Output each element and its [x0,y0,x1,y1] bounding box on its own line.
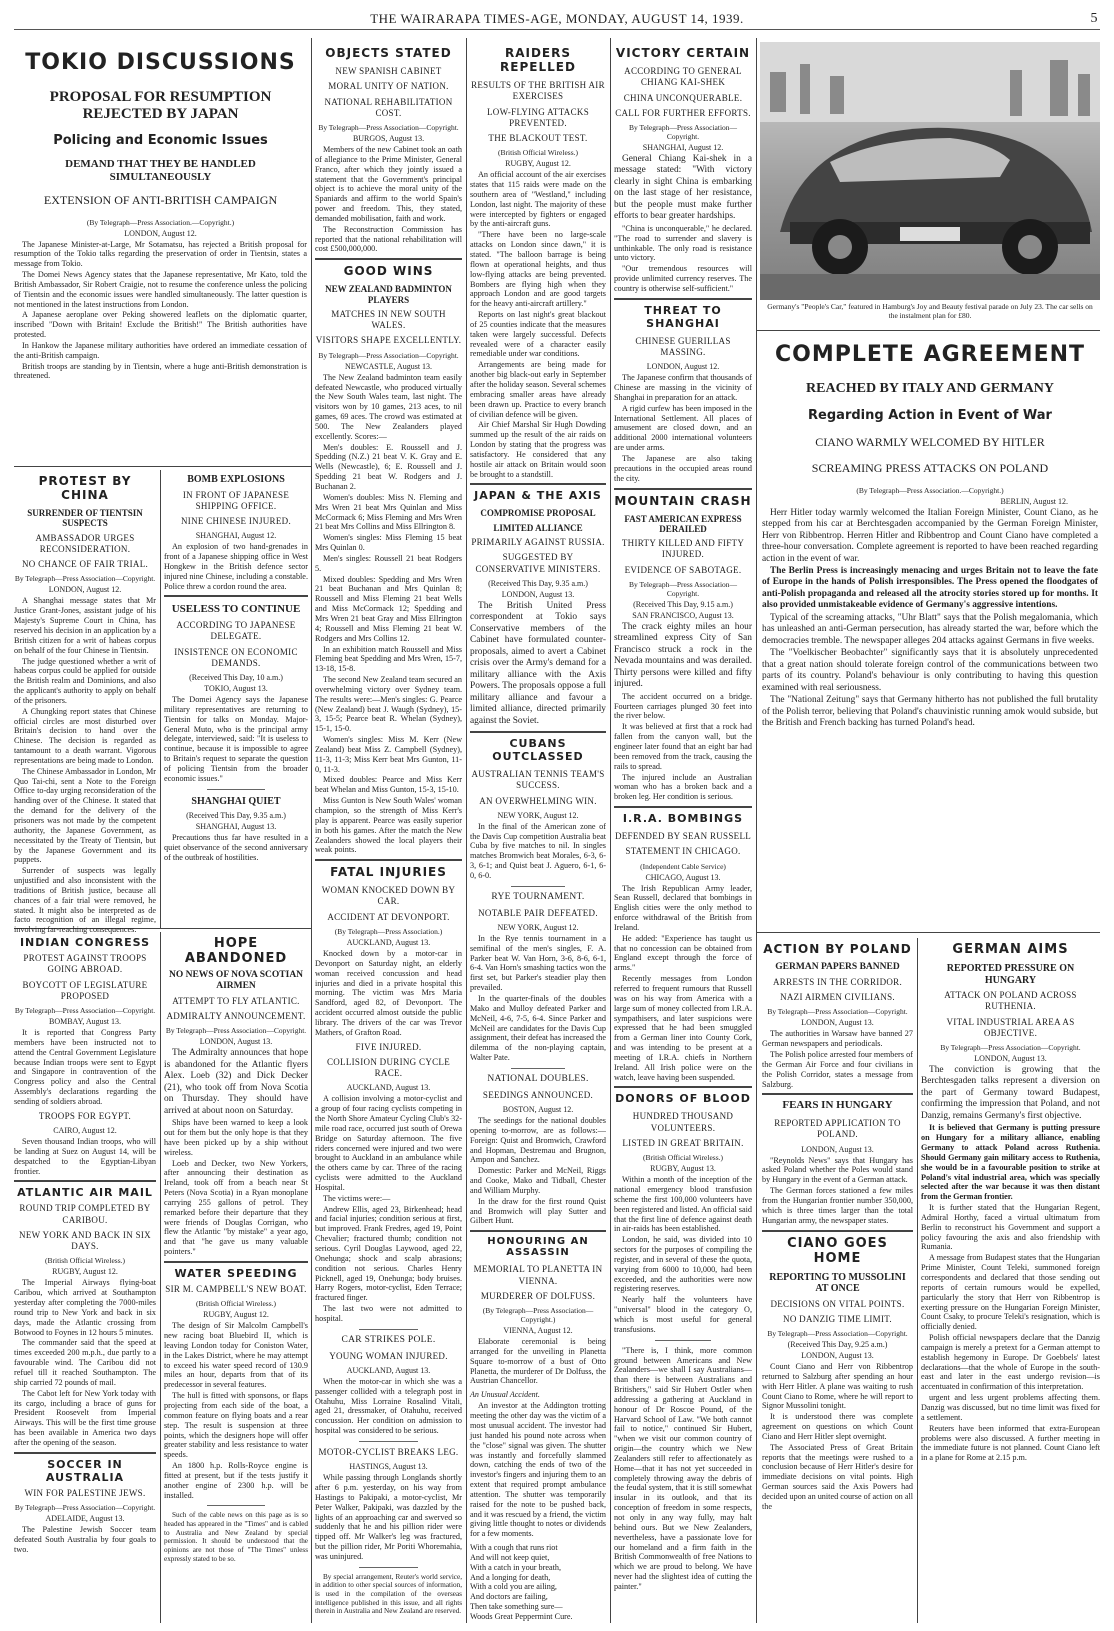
tokio-paragraph: A Japanese aeroplane over Peking showered leaflets on the diplomatic quarter, inscribed "Down with Britain! Exclude the British!" The British authorities have protested. [14,310,307,340]
rye-dateline: NEW YORK, August 12. [497,922,579,932]
germanaims-sub: REPORTED PRESSURE ON HUNGARY [946,963,1075,986]
soccer-byline: By Telegraph—Press Association—Copyright. [14,1502,156,1512]
fatal-banner: FATAL INJURIES [330,865,447,880]
assassin-paragraph: An investor at the Addington trotting meeting the other day was the victim of a most unusual accident. The investor had just handed his pound note across when the "close" signal was given. The shutter was instantly and forcefully slammed down, catching the ends of two of the investor's fingers and injuring them to an extent that required prompt ambulance attention. The shutter was temporarily raised for the note to be pushed back, and it was rescued by a friend, the victim giving little thought to notes or dividends for a few moments. [470,1401,606,1539]
germanaims-byline: By Telegraph—Press Association—Copyright. [940,1043,1081,1052]
ciano-banner: CIANO GOES HOME [787,1235,888,1266]
tokio-paragraph: The Domei News Agency states that the Japanese representative, Mr Kato, told the British Ambassador, Sir Robert Craigie, not to resume the conference unless the policing of Tientsin and the economic issues were handled simultaneously. The latter question is not mentioned in the latest instructions from London. [14,270,307,309]
victory-dateline: SHANGHAI, August 12. [642,143,724,152]
section-rule [756,932,1100,933]
tokio-h3: DEMAND THAT THEY BE HANDLED SIMULTANEOUSLY [65,158,256,184]
victory-banner: VICTORY CERTAIN [615,46,751,60]
ira-paragraph: The Irish Republican Army leader, Sean Russell, declared that bombings in English cities were the only method to enforce withdrawal of the British from Ireland. [614,883,752,932]
useless-banner: USELESS TO CONTINUE [171,603,301,616]
masthead [14,8,1100,30]
objects-dateline: BURGOS, August 13. [352,134,425,143]
donors-sub: HUNDRED THOUSAND VOLUNTEERS. [632,1111,734,1133]
useless-sub: INSISTENCE ON ECONOMIC DEMANDS. [174,646,298,668]
bomb-dateline: SHANGHAI, August 12. [195,531,277,541]
goodwins-paragraph: Mixed doubles: Pearce and Miss Kerr beat Whelan and Miss Gunton, 15-3, 15-10. [315,775,462,795]
quiet-paragraph: Precautions thus far have resulted in a quiet observance of the second anniversary of the outbreak of hostilities. [164,833,308,862]
cubans-paragraph: In the final of the American zone of the Davis Cup competition Australia beat Cuba by five matches to nil. In singles matches Bromwich beat Morales, 6-3, 6-3, 6-1; and Quist beat J. Aguero, 6-1, 6-0, 6-0. [470,821,606,880]
mountain-paragraph: It was believed at first that a rock had fallen from the canyon wall, but the engineer later found that an eight bar had been removed from the track, causing the rails to spread. [614,722,752,771]
column-rule [917,938,918,1623]
atlantic-sub: ROUND TRIP COMPLETED BY CARIBOU. [19,1203,151,1225]
congress-paragraph: It is reported that Congress Party members have been instructed not to attend the Central Government Legislature because Indian troops were sent to Egypt and Singapore in contravention of the Congress policy and also the Central Assembly's declarations regarding the sending of soldiers abroad. [14,1028,156,1106]
nationaldoubles-paragraph: The seedings for the national doubles opening to-morrow, are as follows:—Foreign: Quist and Bromwich, Crawford and Hopman, Destremau and Brugnon, Ampon and Sanchez. [470,1116,606,1165]
congress-dateline: CAIRO, August 12. [53,1126,117,1135]
rye-paragraph: In the quarter-finals of the doubles Mako and Mulloy defeated Parker and McNeil, 4-6, 7-5, 6-4. Since Parker and McNeil are candidates for the Davis Cup assignment, their defeat has increased the dilemma of the non-playing captain, Walter Pate. [470,994,606,1063]
congress-byline: By Telegraph—Press Association—Copyright. [14,1006,156,1015]
complete-paragraph: The Berlin Press is increasingly menacing and urges Britain not to leave the fate of Europe in the hands of Polish irresponsibles. The Press opened the floodgates of anti-Polish propaganda and released all the atrocity stories stored up for months. It also provided unmistakeable evidence of Germany's aggressive intentions. [762,565,1098,611]
tokio-h1: PROPOSAL FOR RESUMPTION REJECTED BY JAPAN [49,89,272,123]
motorcyclist-banner: MOTOR-CYCLIST BREAKS LEG. [318,1446,459,1457]
germanaims-paragraph: urgent and less urgent problems affecting them. Danzig was discussed, but no time limit was fixed for a settlement. [921,1393,1100,1422]
raiders-paragraph: "There have been no large-scale attacks on London since dawn," it is stated. "The balloon barrage is being flown at operational heights, and thus low-flying attacks are being prevented. Bombers are flying high when they approach London and are good targets for the heavy anti-aircraft artillery." [470,230,606,309]
column-2-middle [164,470,308,925]
atlantic-sub: NEW YORK AND BACK IN SIX DAYS. [19,1229,151,1252]
section-rule [14,466,311,467]
congress-paragraph: Seven thousand Indian troops, who will be landing at Suez on August 14, will be despatched to the Egyptian-Libyan frontier. [14,1137,156,1176]
raiders-byline: (British Official Wireless.) [497,148,579,158]
complete-h4: SCREAMING PRESS ATTACKS ON POLAND [811,460,1049,475]
assassin-sub: MURDERER OF DOLFUSS. [480,1290,596,1301]
congress-sub: TROOPS FOR EGYPT. [38,1110,132,1121]
objects-paragraph: The Reconstruction Commission has reported that the national rehabilitation will cost £500,000,000. [315,224,462,254]
ira-banner: I.R.A. BOMBINGS [622,812,744,826]
soccer-dateline: ADELAIDE, August 13. [45,1513,125,1523]
quiet-dateline: SHANGHAI, August 13. [195,822,277,832]
assassin-sub: MEMORIAL TO PLANETTA IN VIENNA. [473,1264,603,1286]
actionpoland-sub: GERMAN PAPERS BANNED [775,962,900,972]
ciano-sub: NO DANZIG TIME LIMIT. [783,1313,892,1324]
ciano-sub: DECISIONS ON VITAL POINTS. [770,1298,905,1309]
atlantic-byline: (British Official Wireless.) [44,1256,126,1266]
nationaldoubles-sub: SEEDINGS ANNOUNCED. [482,1089,594,1100]
fears-sub: REPORTED APPLICATION TO POLAND. [774,1118,901,1140]
water-paragraph: The hull is fitted with sponsons, or flaps projecting from each side of the boat, a common feature on flying boats and a rear step. The result is suspension at three points, which the designers hope will offer greater stability and less resistance to water speeds. [164,1391,308,1460]
ira-byline: (Independent Cable Service) [640,861,726,871]
hope-sub: ADMIRALTY ANNOUNCEMENT. [166,1011,306,1022]
bomb-banner: BOMB EXPLOSIONS [187,474,285,485]
goodwins-paragraph: Women's singles: Miss Fleming 15 beat Mrs Quinlan 0. [315,533,462,553]
objects-sub: NATIONAL REHABILITATION COST. [324,96,453,118]
japan-received: (Received This Day, 9.35 a.m.) [488,578,588,588]
mountain-sub: THIRTY KILLED AND FIFTY INJURED. [621,538,745,560]
column-rule [756,38,757,1623]
protest-h1: SURRENDER OF TIENTSIN SUSPECTS [27,508,143,529]
mountain-paragraph: The accident occurred on a bridge. Fourteen carriages plunged 30 feet into the river below. [614,691,752,721]
fatal-sub: WOMAN KNOCKED DOWN BY CAR. [321,885,456,907]
objects-banner: OBJECTS STATED [325,46,452,60]
congress-sub: PROTEST AGAINST TROOPS GOING ABROAD. [23,953,147,975]
section-rule [756,330,1100,331]
quiet-banner: SHANGHAI QUIET [191,795,281,807]
germanaims-paragraph: It is further stated that the Hungarian Regent, Admiral Horthy, faced a virtual ultimatum from Berlin to reconstruct his Government and support a policy favouring the axis and also friendship with Rumania. [921,1203,1100,1252]
goodwins-paragraph: Men's doubles: E. Roussell and J. Spedding (N.Z.) 21 beat V. K. Gray and E. Wells (Newcastle), 6; E. Roussell and J. Spedding 21 beat W. Rodgers and J. Buchanan 2. [315,442,462,491]
cubans-dateline: NEW YORK, August 12. [497,810,579,820]
ciano-sub: REPORTING TO MUSSOLINI AT ONCE [769,1271,906,1295]
tokio-banner: TOKIO DISCUSSIONS [25,50,296,75]
objects-paragraph: Members of the new Cabinet took an oath of allegiance to the Prime Minister, General Franco, after which they jointly issued a statement that the Government's principal object is to achieve the moral unity of the Spaniards and affirm to the world Spain's power and freedom. This, they stated, demanded mobilisation, faith and work. [315,145,462,223]
mountain-byline: By Telegraph—Press Association—Copyright. [628,579,738,598]
column-7-bottom [921,938,1100,1622]
fatal-paragraph: A collision involving a motor-cyclist and a group of four racing cyclists competing in the North Shore Amateur Cycling Club's 32-mile road race, occurred just south of Orewa Bridge on Saturday afternoon. The five riders concerned were injured and two were brought to Auckland in an ambulance while the others came by car. Three of the racing cyclists were admitted to the Auckland Hospital. [315,1094,462,1192]
goodwins-paragraph: Miss Gunton is New South Wales' woman champion, so the strength of Miss Kerr's play is apparent. Pearce was easily superior in both his games. After the match the New Zealanders showed the local players their weak points. [315,796,462,855]
assassin-paragraph: Elaborate ceremonial is being arranged for the unveiling in Planetta Square to-morrow of a bust of Otto Planetta, the murderer of Dr Dolfuss, the Austrian Chancellor. [470,1337,606,1386]
ira-paragraph: He added: "Experience has taught us that no concession can be obtained from England except through the force of arms." [614,933,752,973]
complete-h3: CIANO WARMLY WELCOMED BY HITLER [815,435,1045,450]
actionpoland-paragraph: The authorities in Warsaw have banned 27 German newspapers and periodicals. [762,1029,913,1049]
goodwins-paragraph: Women's singles: Miss M. Kerr (New Zealand) beat Miss Z. Campbell (Sydney), 11-3, 11-3; Miss Kerr beat Mrs Gunton, 11-0, 11-3. [315,735,462,774]
victory-paragraph: "Our tremendous resources will provide unlimited currency reserves. The country is otherwise self-sufficient." [614,264,752,293]
cubans-sub: AN OVERWHELMING WIN. [479,795,597,806]
protest-banner: PROTEST BY CHINA [38,474,132,502]
reuters-notice: By special arrangement, Reuter's world service, in addition to other special sources of information, is used in the compilation of the overseas intelligence published in this issue, and all rights therein in Australia and New Zealand are reserved. [315,1572,462,1616]
complete-h2: Regarding Action in Event of War [808,408,1052,424]
assassin-subhead: An Unusual Accident. [470,1390,540,1400]
protest-paragraph: A Chungking report states that Chinese official circles are most disturbed over Britain's decision to hand over the Chinese. The decision is regarded as tantamount to a death warrant. Vigorous representations are being made to London. [14,706,156,765]
protest-dateline: LONDON, August 12. [48,585,122,595]
threat-paragraph: The Japanese confirm that thousands of Chinese are massing in the vicinity of Shanghai in preparation for an attack. [614,373,752,402]
column-6-bottom [762,938,913,1622]
fatal-byline: (By Telegraph—Press Association.) [334,926,443,936]
victory-sub: CALL FOR FURTHER EFFORTS. [615,107,751,118]
threat-paragraph: A rigid curfew has been imposed in the International Settlement. All places of amusement are closed down, and an additional 2000 international volunteers are under arms. [614,403,752,453]
germanaims-dateline: LONDON, August 13. [974,1054,1047,1063]
column-3 [315,42,462,1622]
motorcyclist-paragraph: While passing through Longlands shortly after 6 p.m. yesterday, on his way from Hastings to Pakipaki, a motor-cyclist, Mr Peter Walker, Pakipaki, was dazzled by the lights of an approaching car and swerved so suddenly that he and his pillion rider were tipped off. Mr Walker's leg was fractured, but the pillion rider, Mr Poriti Whoremahia, was uninjured. [315,1473,462,1561]
tokio-byline: (By Telegraph—Press Association.—Copyright.) [86,217,235,227]
japan-sub: SUGGESTED BY CONSERVATIVE MINISTERS. [475,552,601,574]
goodwins-paragraph: Men's singles: Roussell 21 beat Rodgers 5. [315,553,462,573]
actionpoland-sub: NAZI AIRMEN CIVILIANS. [780,992,895,1003]
victory-paragraph: General Chiang Kai-shek in a message stated: "With victory clearly in sight China is embarking on the last stage of her resistance, but the people must make further efforts to bear greater hardships. [614,154,752,222]
assassin-byline: (By Telegraph—Press Association—Copyright.) [482,1306,594,1325]
goodwins-banner: GOOD WINS [343,264,434,279]
actionpoland-sub: ARRESTS IN THE CORRIDOR. [772,976,903,987]
tokio-paragraph: The Japanese Minister-at-Large, Mr Sotamatsu, has rejected a British proposal for resumption of the Tokio talks regarding the preservation of order in Tientsin, states a message from Tokio. [14,239,307,269]
water-dateline: RUGBY, August 12. [203,1310,269,1320]
germanaims-paragraph: It is believed that Germany is putting pressure on Hungary for a military alliance, enabling Germany to attack Poland across Ruthenia. Should Germany gain military access to Ruthenia, she would be in a favourable position to strike at Poland's vital industrial area, which was specially selected after the war because it was then distant from the German frontier. [921,1123,1100,1202]
complete-byline: (By Telegraph—Press Association.—Copyright.) [856,485,1004,495]
protest-sub: AMBASSADOR URGES RECONSIDERATION. [35,532,135,554]
atlantic-paragraph: The Imperial Airways flying-boat Caribou, which arrived at Southampton yesterday after completing the 7000-miles round trip to New York and back in six days, made the Atlantic crossing from Botwood to Foynes in 12 hours 5 minutes. [14,1278,156,1337]
strikes-paragraph: When the motor-car in which she was a passenger collided with a telegraph post in Otahuhu, Miss Lorraine Rosalind Vitali, aged 21, dressmaker, of Otahuhu, received concussion. Her condition on admission to hospital was considered to be serious. [315,1376,462,1436]
rye-paragraph: In the Rye tennis tournament in a semifinal of the men's singles, F. A. Parker beat W. Van Horn, 3-6, 8-6, 6-1, 6-4. Van Horn's smashing tactics won the first set, but Parker's steadier play then prevailed. [470,933,606,993]
ciano-paragraph: The Associated Press of Great Britain reports that the meetings were rushed to a conclusion because of Herr Hitler's desire for immediate decisions on vital points. High German sources said the Axis Powers had decided upon an united course of action on all the [762,1442,913,1511]
ciano-paragraph: It is understood there was complete agreement on questions on which Count Ciano and Herr Hitler slept overnight. [762,1412,913,1441]
mountain-dateline: SAN FRANCISCO, August 13. [632,610,734,620]
japan-sub: COMPROMISE PROPOSAL [480,508,596,519]
masthead-title: THE WAIRARAPA TIMES-AGE, MONDAY, AUGUST 14, 1939. [370,10,744,26]
fatal-paragraph: The last two were not admitted to hospital. [315,1304,462,1323]
atlantic-banner: ATLANTIC AIR MAIL [17,1186,153,1200]
raiders-banner: RAIDERS REPELLED [500,46,576,74]
goodwins-paragraph: The New Zealand badminton team easily defeated Newcastle, who produced virtually the New South Wales team, last night. The visitors won by 10 games, 213 aces, to nil games, 69 aces. The crowd was estimated at 500. The New Zealanders played excellently. Scores:— [315,372,462,441]
water-banner: WATER SPEEDING [174,1266,298,1280]
congress-dateline: BOMBAY, August 13. [48,1017,122,1026]
donors-sub: LISTED IN GREAT BRITAIN. [622,1137,744,1148]
raiders-paragraph: Air Chief Marshal Sir Hugh Dowding summed up the result of the air raids on London by stating that the progress was satisfactory. He considered that any hostile air attack on Britain would soon be brought to a standstill. [470,420,606,479]
goodwins-sub: NEW ZEALAND BADMINTON PLAYERS [325,284,452,305]
strikes-sub: YOUNG WOMAN INJURED. [329,1350,448,1361]
nationaldoubles-paragraph: In the draw for the first round Quist and Bromwich will play Sutter and Gilbert Hunt. [470,1196,606,1226]
japan-banner: JAPAN & THE AXIS [474,489,602,503]
donors-paragraph: London, he said, was divided into 10 sectors for the purposes of compiling the register, and in several of these the quota, varying from 6000 to 10,000, had been exceeded, and the authorities were now registering reserves. [614,1235,752,1294]
peoples-car-photo [760,42,1100,300]
mountain-received: (Received This Day, 9.15 a.m.) [633,599,733,609]
strikes-banner: CAR STRIKES POLE. [341,1334,436,1345]
rye-sub: NOTABLE PAIR DEFEATED. [478,907,598,918]
hope-byline: By Telegraph—Press Association—Copyright. [165,1026,307,1036]
mountain-paragraph: The crack eighty miles an hour streamlined express City of San Francisco struck a rock in the Nevada mountains and was derailed. Thirty persons were killed and fifty injured. [614,621,752,690]
protest-paragraph: The Chinese Ambassador in London, Mr Quo Tai-chi, sent a Note to the Foreign Office to-day urging reconsideration of the handing over of the Chinese. It stated that the demand for the delivery of the prisoners was not made by the competent authority, the Japanese Government, as necessitated by the Treaty of Tientsin, but by the Japanese Government and its puppets. [14,766,156,865]
threat-banner: THREAT TO SHANGHAI [644,303,722,330]
times-footnote: Such of the cable news on this page as is so headed has appeared in the "Times" and is cabled to Australia and New Zealand by special permission. It should be understood that the opinions are not those of "The Times" unless expressly stated to be so. [164,1511,308,1563]
column-rule [160,932,161,1623]
germanaims-paragraph: Polish official newspapers declare that the Danzig campaign is merely a pretext for a German attempt to establish hegemony in Europe. Dr Goebbels' latest declarations—that the whole of Europe in the south-east and later in the east undergo revision—is accentuated in confirmation of this interpretation. [921,1333,1100,1392]
nationaldoubles-dateline: BOSTON, August 12. [502,1105,574,1115]
ira-sub: STATEMENT IN CHICAGO. [625,846,741,857]
cure-advert: With a cough that runs riot And will not keep quiet, With a catch in your breath, And a longing for death, With a cold you are ailing, And doctors are failing, Then take something sure— Woods Great Peppermint Cure. [470,1543,573,1621]
complete-paragraph: Typical of the screaming attacks, "Uhr Blatt" says that the Polish megalomania, which has unleashed an anti-German persecution, has already started the war, before which the democracies tremble. The newspaper alleges 204 attacks against Germans in five weeks. [762,612,1098,646]
goodwins-paragraph: The second New Zealand team secured an overwhelming victory over Sydney team. The results were:—Men's singles: G. Pearce (New Zealand) beat J. Waugh (Sydney), 15-3, 15-5; Pearce beat R. Whelan (Sydney), 15-1, 15-0. [315,675,462,734]
goodwins-byline: By Telegraph—Press Association—Copyright. [318,350,459,360]
fatal-paragraph: Andrew Ellis, aged 23, Birkenhead; head and facial injuries; condition serious at first, but improved. Frank Fredres, aged 19, Point Chevalier; fractured thumb; condition not serious. Cyril Douglas Laywood, aged 22, Onehunga; shock and scalp abrasions; condition not serious. Charles Henry Picknell, aged 19, Onehunga; body bruises. Harry Rogers, motor-cyclist, Eden Terrace; fractured finger. [315,1204,462,1303]
fears-paragraph: "Reynolds News" says that Hungary has asked Poland whether the Poles would stand by Hungary in the event of a German attack. [762,1155,913,1185]
raiders-paragraph: Arrangements are being made for another big black-out early in September after the holiday season. Several schemes embracing smaller areas have already been drawn up. Practice to every branch of civilian defence will be given. [470,360,606,419]
column-2-bottom [164,932,308,1622]
ira-dateline: CHICAGO, August 13. [645,872,721,882]
complete-paragraph: The "National Zeitung" says that Germany hitherto has not published the full brutality of the Polish terror, believing that Poland's chauvinistic running amok would subside, but the British and French backing has turned Poland's head. [762,695,1098,729]
fatal-sub: ACCIDENT AT DEVONPORT. [327,911,450,922]
rye-banner: RYE TOURNAMENT. [491,891,585,902]
protest-paragraph: Surrender of suspects was legally unjustified and also inconsistent with the traditions of British justice, because all chances of a fair trial were removed, he stated. It might also be interpreted as de facto recognition of an illegal regime, involving far-reaching consequences. [14,866,156,935]
ira-paragraph: Recently messages from London referred to frequent rumours that Russell was on his way from America with a large sum of money collected from I.R.A. sympathisers, and later suspicions were expressed that he had been smuggled from a German liner into County Cork, and was intending to be present at a meeting of I.R.A. chiefs in Northern Ireland. All Irish police were on the watch, leave having been suspended. [614,974,752,1082]
goodwins-paragraph: In an exhibition match Roussell and Miss Fleming beat Spedding and Mrs Wren, 15-7, 13-18, 15-8. [315,644,462,674]
threat-dateline: LONDON, August 12. [646,362,720,372]
photo-caption-box [762,302,1098,328]
soccer-banner: SOCCER IN AUSTRALIA [45,1457,125,1484]
fatal-dateline: AUCKLAND, August 13. [346,937,431,947]
protest-sub: NO CHANCE OF FAIR TRIAL. [21,559,149,570]
objects-sub: NEW SPANISH CABINET [335,66,442,76]
hope-dateline: LONDON, August 13. [199,1037,273,1047]
mountain-banner: MOUNTAIN CRASH [614,493,752,508]
victory-byline: By Telegraph—Press Association—Copyright. [628,123,738,141]
car-icon [760,42,1100,300]
bomb-sub: NINE CHINESE INJURED. [180,516,292,526]
raiders-dateline: RUGBY, August 12. [505,159,571,169]
atlantic-dateline: RUGBY, August 12. [52,1267,118,1277]
victory-sub: ACCORDING TO GENERAL CHIANG KAI-SHEK [624,66,742,88]
complete-paragraph: The "Voelkischer Beobachter" significantly says that it is absolutely unprecedented that a great nation should tolerate foreign control of the communications between two parts of its country. Poland's behaviour is only contributing to having this question examined with real seriousness. [762,648,1098,693]
goodwins-dateline: NEWCASTLE, August 13. [344,361,433,371]
donors-banner: DONORS OF BLOOD [615,1092,751,1106]
ciano-byline: By Telegraph—Press Association—Copyright. [767,1329,908,1339]
protest-paragraph: A Shanghai message states that Mr Justice Grant-Jones, assistant judge of his Majesty's Supreme Court in China, has reserved his decision in an application by a British citizen for a writ of habeas corpus on behalf of the four Chinese in Tientsin. [14,596,156,655]
ciano-dateline: LONDON, August 13. [801,1351,874,1361]
goodwins-paragraph: Mixed doubles: Spedding and Mrs Wren 21 beat Buchanan and Mrs Quinlan 8; Roussell and Miss Fleming 21 beat Wells and Miss McCormack 12; Spedding and Mrs Wren 21 beat Gray and Miss Ellrington 4; Roussell and Miss Fleming 21 beat W. Rodgers and Mrs Collins 12. [315,574,462,643]
donors-paragraph: Nearly half the volunteers have "universal" blood in the category O, which is most useful for general transfusions. [614,1295,752,1334]
actionpoland-dateline: LONDON, August 13. [801,1018,874,1028]
complete-article [762,336,1098,928]
tokio-paragraph: British troops are standing by in Tientsin, where a huge anti-British demonstration is threatened. [14,361,307,381]
hope-paragraph: Loeb and Decker, two New Yorkers, after announcing their destination as Ireland, took off from a beach near St Peters (Nova Scotia) in a Ryan monoplane carrying 255 gallons of petrol. They remarked before their departure that they were friends of Douglas Corrigan, who flew the Atlantic "by mistake" a year ago, and that "he gave us many valuable pointers." [164,1158,308,1257]
germanaims-paragraph: The conviction is growing that the Berchtesgaden talks represent a diversion on the part of Germany toward Budapest, confirming the impression that Poland, and not Danzig, remains Germany's first objective. [921,1065,1100,1121]
column-rule [160,470,161,928]
column-4 [470,42,606,1622]
raiders-sub: LOW-FLYING ATTACKS PREVENTED. [486,106,590,128]
complete-h1: REACHED BY ITALY AND GERMANY [806,381,1054,396]
strikes-dateline: AUCKLAND, August 13. [346,1365,431,1375]
threat-paragraph: The Japanese are also taking precautions in the occupied areas round the city. [614,453,752,483]
soccer-sub: WIN FOR PALESTINE JEWS. [24,1487,146,1498]
tokio-h2: Policing and Economic Issues [53,132,268,148]
goodwins-sub: VISITORS SHAPE EXCELLENTLY. [315,335,462,346]
useless-sub: ACCORDING TO JAPANESE DELEGATE. [176,620,296,642]
ciano-received: (Received This Day, 9.25 a.m.) [787,1340,888,1350]
complete-dateline: BERLIN, August 12. [1000,496,1068,506]
column-rule [610,38,611,1623]
hope-paragraph: The Admiralty announces that hope is abandoned for the Atlantic flyers Alex. Loeb (32) and Dick Decker (21), who took off from Nova Scotia on Thursday. They should have arrived at about noon on Saturday. [164,1048,308,1116]
fears-dateline: LONDON, August 13. [801,1144,874,1154]
ostler-quote: "There is, I think, more common ground between Americans and New Zealanders—we shall I say Australians—than there is between Australians and Britishers," said Sir Hubert Ostler when addressing a gathering at Auckland in honour of Dr Roscoe Pound, of the Harvard School of Law. "We both cannot fail to notice," continued Sir Hubert, "when we visit our common country of origin—the country which we New Zealanders still refer to affectionately as Home—that it has not yet succeeded in completely throwing away the debris of the feudal system, that it is still somewhat insular in its outlook, and that its conception of freedom in some respects, not only in any way fully, may halt behind ours. But we New Zealanders, nevertheless, have a passionate love for our homeland and a firm faith in the British Commonwealth of free Nations to which we are proud to belong. We have never had the slightest idea of cutting the painter." [614,1345,752,1591]
useless-dateline: TOKIO, August 13. [204,684,268,694]
actionpoland-byline: By Telegraph—Press Association—Copyright. [767,1007,908,1017]
tokio-dateline: LONDON, August 12. [124,228,197,238]
protest-article [14,470,156,935]
fears-paragraph: The German forces stationed a few miles from the Hungarian frontier number 350,000, which is three times larger than the total Hungarian army, the newspaper states. [762,1186,913,1225]
germanaims-banner: GERMAN AIMS [952,942,1069,957]
atlantic-paragraph: The commander said that the speed at times exceeded 200 m.p.h., due partly to a favourable wind. The Caribou did not refuel till it reached Southampton. The ship carried 72 pounds of mail. [14,1338,156,1387]
hope-banner: HOPE ABANDONED [184,936,288,966]
congress-banner: INDIAN CONGRESS [19,936,151,949]
nationaldoubles-banner: NATIONAL DOUBLES. [487,1073,589,1084]
atlantic-paragraph: The Cabot left for New York today with its cargo, including a brace of guns for President Roosevelt from Imperial Airways. This will be the first time grouse has been available in America two days after the opening of the season. [14,1388,156,1447]
soccer-paragraph: The Palestine Jewish Soccer team defeated South Australia by four goals to two. [14,1524,156,1554]
assassin-dateline: VIENNA, August 12. [503,1326,573,1336]
bomb-paragraph: An explosion of two hand-grenades in front of a Japanese shipping office in West Hongkew in the British defence sector injured nine Chinese, including a constable. Police threw a cordon round the area. [164,542,308,591]
japan-sub: LIMITED ALLIANCE [493,522,583,533]
cubans-sub: AUSTRALIAN TENNIS TEAM'S SUCCESS. [471,769,605,791]
useless-received: (Received This Day, 10 a.m.) [189,673,283,683]
fatal-paragraph: The victims were:— [323,1193,391,1203]
column-1-bottom [14,932,156,1622]
protest-byline: By Telegraph—Press Association—Copyright. [14,574,156,584]
donors-dateline: RUGBY, August 13. [650,1164,716,1174]
ira-sub: DEFENDED BY SEAN RUSSELL [614,831,752,842]
goodwins-paragraph: Women's doubles: Miss N. Fleming and Mrs Wren 21 beat Mrs Quinlan and Miss McCormack 6; Miss Fleming and Mrs Wren 21 beat Mrs Collins and Miss Ellrington 8. [315,492,462,532]
germanaims-paragraph: Reuters have been informed that extra-European problems were also discussed. A further meeting in the immediate future is not planned. Count Ciano left in a plane for Rome at 2.15 p.m. [921,1423,1100,1463]
raiders-paragraph: Reports on last night's great blackout of 25 counties indicate that the measures taken were largely successful. Defects revealed were of a character easily remediable under war conditions. [470,310,606,359]
threat-sub: CHINESE GUERILLAS MASSING. [635,335,731,357]
goodwins-sub: MATCHES IN NEW SOUTH WALES. [331,308,446,331]
japan-dateline: LONDON, August 13. [501,589,575,599]
raiders-sub: THE BLACKOUT TEST. [488,133,588,143]
japan-paragraph: The British United Press correspondent at Tokio says Conservative members of the Cabinet have formulated counter-proposals, aimed to avert a Cabinet crisis over the Army's demand for a military alliance with the Axis Powers. The proposals oppose a full military alliance and favour a limited alliance, directed primarily against the Soviet. [470,600,606,726]
victory-paragraph: "China is unconquerable," he declared. "The road to surrender and slavery is unthinkable. The only road is resistance unto victory. [614,223,752,263]
tokio-h4: EXTENSION OF ANTI-BRITISH CAMPAIGN [43,192,278,207]
fatal-paragraph: Knocked down by a motor-car in Devonport on Saturday night, an elderly woman received concussion and head injuries and died in a private hospital this morning. The victim was Mrs Maria Sandford, aged 82, of Devonport. The accident occurred almost outside the public library. The drivers of the car was Trevor Mathers, of Grafton Road. [315,948,462,1037]
hope-sub: ATTEMPT TO FLY ATLANTIC. [172,995,300,1006]
actionpoland-banner: ACTION BY POLAND [763,942,912,956]
column-5 [614,42,752,1622]
nationaldoubles-paragraph: Domestic: Parker and McNeil, Riggs and Cooke, Mako and Tidball, Chester and William Murphy. [470,1166,606,1195]
congress-sub: BOYCOTT OF LEGISLATURE PROPOSED [22,979,148,1001]
victory-sub: CHINA UNCONQUERABLE. [623,92,743,103]
fatal-sub: COLLISION DURING CYCLE RACE. [326,1056,451,1079]
donors-byline: (British Official Wireless.) [642,1153,724,1163]
useless-paragraph: The Domei Agency says the Japanese military representatives are returning to Tientsin for talks on Monday. Major-General Muto, who is the principal army delegate, interviewed, said: "It is useless to continue, because it is impossible to agree to Britain's request to separate the question of policing Tientsin from the broader economic issues." [164,695,308,783]
ciano-paragraph: Count Ciano and Herr von Ribbentrop returned to Salzburg after spending an hour with Herr Hitler. A plane was waiting to rush Count Ciano to Rome, where he will report to Signor Mussolini tonight. [762,1362,913,1411]
hope-sub: NO NEWS OF NOVA SCOTIAN AIRMEN [168,970,304,991]
bomb-sub: IN FRONT OF JAPANESE SHIPPING OFFICE. [182,489,290,511]
complete-paragraph: Herr Hitler today warmly welcomed the Italian Foreign Minister, Count Ciano, as he stepped from his car at Berchtesgaden accompanied by the German Foreign Minister, Herr von Ribbentrop. Herren Hitler and Ribbentrop and Count Ciano have completed a three-hour conversation. Complete agreement is reported to have been reached regarding action in the event of war. [762,507,1098,564]
photo-caption: Germany's "People's Car," featured in Hamburg's Joy and Beauty festival parade on July 23. The car sells on the instalment plan for £80. [767,302,1093,320]
raiders-sub: RESULTS OF THE BRITISH AIR EXERCISES [471,80,605,102]
page-number: 5 [1090,11,1098,26]
mountain-sub: EVIDENCE OF SABOTAGE. [624,564,742,575]
tokio-paragraph: In Hankow the Japanese military authorities have ordered an immediate cessation of the anti-British campaign. [14,340,307,360]
hope-paragraph: Ships have been warned to keep a look out for them but the only hope is that they have been picked up by a ship without wireless. [164,1118,308,1157]
water-paragraph: An 1800 h.p. Rolls-Royce engine is fitted at present, but if the tests justify it another engine of 2300 h.p. will be installed. [164,1461,308,1500]
water-sub: SIR M. CAMPBELL'S NEW BOAT. [165,1283,307,1294]
actionpoland-paragraph: The Polish police arrested four members of the German Air Force and four civilians in the Polish Corridor, states a message from Salzburg. [762,1050,913,1089]
mountain-paragraph: The injured include an Australian woman who has a broken back and a broken leg. Her condition is serious. [614,772,752,802]
water-paragraph: The design of Sir Malcolm Campbell's new racing boat Bluebird II, which is leaving London today for Coniston Water, in the Lakes District, where he may attempt to exceed his water speed record of 130.9 miles an hour, departs from that of its predecessor in several features. [164,1321,308,1390]
complete-banner: COMPLETE AGREEMENT [774,342,1086,367]
germanaims-sub: VITAL INDUSTRIAL AREA AS OBJECTIVE. [946,1016,1075,1038]
raiders-paragraph: An official account of the air exercises states that 115 raids were made on the southern area of "Westland," including London, last night. The majority of these were intercepted by fighters or engaged by the anti-aircraft guns. [470,170,606,229]
mountain-sub: FAST AMERICAN EXPRESS DERAILED [624,513,742,534]
protest-paragraph: The judge questioned whether a writ of habeas corpus could be applied for outside the British realm and Dominions, and also the applicant's authority to apply on behalf of the prisoners. [14,656,156,705]
fatal-sub: FIVE INJURED. [355,1041,422,1052]
water-byline: (British Official Wireless.) [195,1299,277,1309]
motorcyclist-dateline: HASTINGS, August 13. [349,1462,428,1472]
column-rule [466,38,467,1623]
column-rule [311,38,312,1623]
japan-sub: PRIMARILY AGAINST RUSSIA. [471,537,605,548]
objects-sub: MORAL UNITY OF NATION. [328,81,449,92]
fears-banner: FEARS IN HUNGARY [782,1099,893,1112]
tokio-article [14,42,307,462]
assassin-banner: HONOURING AN ASSASSIN [487,1236,589,1259]
germanaims-sub: ATTACK ON POLAND ACROSS RUTHENIA. [944,990,1077,1012]
donors-paragraph: Within a month of the inception of the national emergency blood transfusion scheme the first 100,000 volunteers have been registered and listed. An official said that the first line of defence against death in air-raids has been established. [614,1175,752,1234]
quiet-received: (Received This Day, 9.35 a.m.) [186,811,286,821]
germanaims-paragraph: A message from Budapest states that the Hungarian Prime Minister, Count Teleki, summoned foreign correspondents and declared that those sending out reports of certain rumours would be expelled, particularly the story that Herr von Ribbentrop is exerting pressure on the Hungarian Foreign Minister, Count Csaky, to procure Teleki's resignation, which is officially denied. [921,1253,1100,1332]
objects-byline: By Telegraph—Press Association—Copyright. [318,123,459,132]
cubans-banner: CUBANS OUTCLASSED [492,737,584,763]
fatal-dateline: AUCKLAND, August 13. [346,1083,431,1093]
